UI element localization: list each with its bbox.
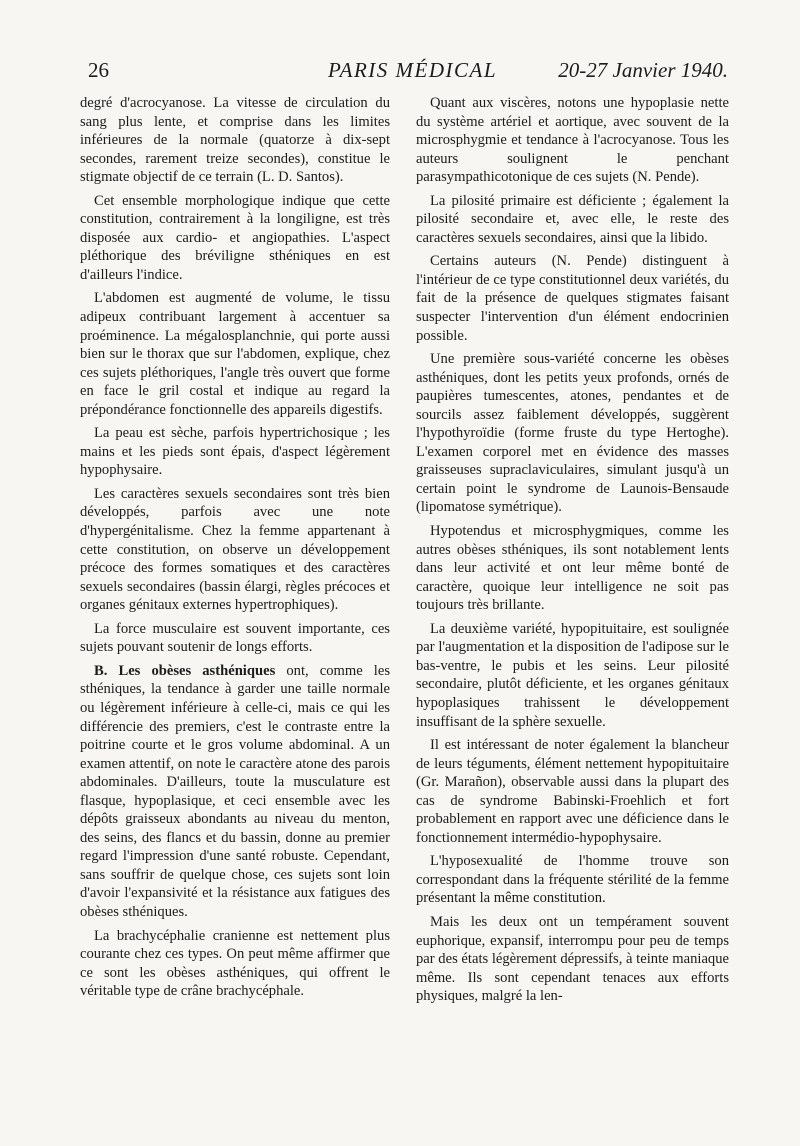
paragraph: Certains auteurs (N. Pende) distinguent à l'intérieur de ce type constitutionnel deux variétés, du fait de la présence de quelques stigmates faisant suspecter l'intervention d'un élément endocrinien possible. (416, 253, 729, 344)
paragraph: L'hyposexualité de l'homme trouve son correspondant dans la fréquente stérilité de la femme présentant la même constitution. (416, 853, 729, 907)
paragraph: La force musculaire est souvent importante, ces sujets pouvant soutenir de longs efforts. (80, 620, 390, 656)
paragraph-obeses-astheniques (80, 662, 390, 922)
journal-title: PARIS MÉDICAL (328, 58, 498, 82)
right-column (416, 94, 729, 1011)
paragraph: Cet ensemble morphologique indique que cette constitution, contrairement à la longiligne, est très disposée aux cardio- et angiopathies. L'aspect pléthorique des bréviligne sthéniques en est d'ailleurs l'indice. (80, 192, 390, 283)
paragraph: La peau est sèche, parfois hypertrichosique ; les mains et les pieds sont épais, d'aspect légèrement hypophysaire. (80, 425, 390, 479)
issue-date: 20-27 Janvier 1940. (558, 58, 728, 82)
paragraph: Mais les deux ont un tempérament souvent euphorique, expansif, interrompu pour peu de temps par des états légèrement dépressifs, à teinte maniaque même. Ils sont cependant tenaces aux efforts physiques, malgré la len- (416, 913, 729, 1005)
paragraph: Une première sous-variété concerne les obèses asthéniques, dont les petits yeux profonds, ornés de paupières tumescentes, atones, pendantes et de sourcils assez faiblement développés, suggèrent l'hypothyroïdie (forme fruste du type Hertoghe). L'examen corporel met en évidence des masses graisseuses supraclaviculaires, simulant jusqu'à un certain point le syndrome de Launois-Bensaude (lipomatose symétrique). (416, 351, 729, 516)
page-number: 26 (88, 58, 109, 82)
paragraph: La brachycéphalie cranienne est nettement plus courante chez ces types. On peut même affirmer que ce sont les obèses asthéniques, qui offrent le véritable type de crâne brachycéphale. (80, 927, 390, 1000)
section-heading: B. Les obèses asthéniques (94, 662, 276, 679)
left-column (80, 94, 390, 1006)
paragraph: degré d'acrocyanose. La vitesse de circulation du sang plus lente, et comprise dans les limites inférieures de la normale (quatorze à dix-sept secondes, rarement treize secondes), constitue le stigmate objectif de ce terrain (L. D. Santos). (80, 95, 390, 186)
paragraph: La pilosité primaire est déficiente ; également la pilosité secondaire et, avec elle, le reste des caractères sexuels secondaires, ainsi que la libido. (416, 192, 729, 246)
paragraph: Les caractères sexuels secondaires sont très bien développés, parfois avec une note d'hypergénitalisme. Chez la femme appartenant à cette constitution, on observe un développement précoce des formes somatiques et des caractères sexuels secondaires (bassin élargi, règles précoces et organes génitaux externes hypertrophiques). (80, 485, 390, 614)
paragraph: L'abdomen est augmenté de volume, le tissu adipeux contribuant largement à accentuer sa proéminence. La mégalosplanchnie, qui porte aussi bien sur le thorax que sur l'abdomen, explique, chez ces sujets pléthoriques, l'angle très ouvert que forme en face le gril costal et indique au regard la prépondérance fonctionnelle des appareils digestifs. (80, 290, 390, 418)
paragraph: Hypotendus et microsphygmiques, comme les autres obèses sthéniques, ils sont notablement lents dans leur activité et ont leur même bonté de caractère, quoique leur intelligence ne soit pas toujours très brillante. (416, 523, 729, 614)
page-header (88, 58, 728, 88)
paragraph: La deuxième variété, hypopituitaire, est soulignée par l'augmentation et la disposition de l'adipose sur le bas-ventre, le pubis et les seins. Leur pilosité secondaire, plutôt déficiente, et les organes génitaux hypoplasiques trahissent le développement insuffisant de la sphère sexuelle. (416, 620, 729, 730)
paragraph: Il est intéressant de noter également la blancheur de leurs téguments, élément nettement hypopituitaire (Gr. Marañon), observable aussi dans la plupart des cas de syndrome Babinski-Froehlich et fort probablement en rapport avec une déficience dans le fonctionnement intermédio-hypophysaire. (416, 737, 729, 846)
paragraph-text: ont, comme les sthéniques, la tendance à garder une taille normale ou légèrement inférieure à celle-ci, mais ce qui les différencie des premiers, c'est le contraste entre la poitrine courte et le gros volume abdominal. A un examen attentif, on note le caractère atone des parois abdominales. D'ailleurs, toute la musculature est flasque, hypoplasique, et ceci ensemble avec les dépôts graisseux abondants au niveau du menton, des seins, des flancs et du bassin, donne au premier regard l'impression d'une santé robuste. Cependant, sans souffrir de quelque chose, ces sujets sont loin d'avoir l'expansivité et la résistance aux fatigues des obèses sthéniques. (80, 662, 390, 920)
paragraph: Quant aux viscères, notons une hypoplasie nette du système artériel et aortique, avec souvent de la microsphygmie et tendance à l'acrocyanose. Tous les auteurs soulignent le penchant parasympathicotonique de ces sujets (N. Pende). (416, 95, 729, 186)
